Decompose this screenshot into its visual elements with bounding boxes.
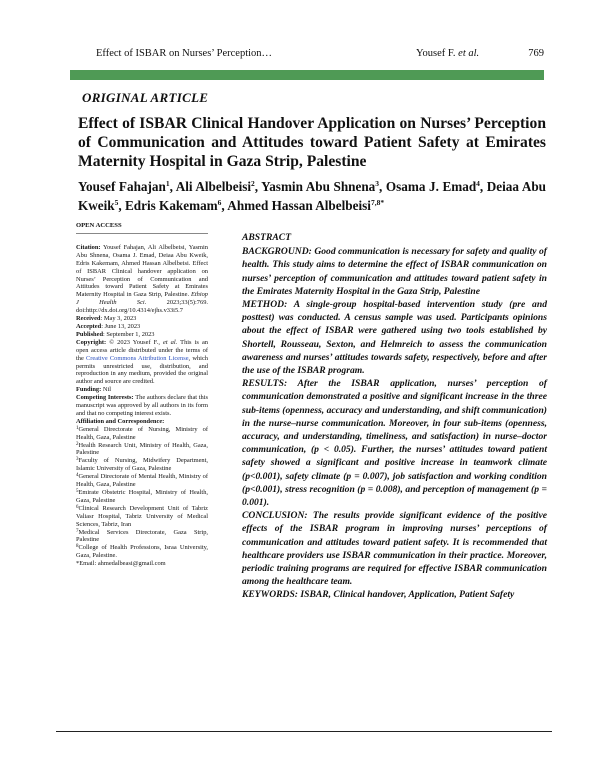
affiliation-number: 4 (76, 473, 79, 479)
affiliation-number: 7 (76, 528, 79, 534)
copyright-text-c: , which permits unrestricted use, distribution, and reproduction in any medium, provided the original author and source are credited. (76, 354, 208, 386)
affiliation-text: Clinical Research Development Unit of Tabriz Valiasr Hospital, Tabriz University of Medical Sciences, Tabriz, Iran (76, 504, 208, 528)
author-affiliation-mark: 6 (217, 197, 222, 207)
abstract-heading: ABSTRACT (242, 232, 292, 243)
running-title: Effect of ISBAR on Nurses’ Perception… (96, 48, 273, 59)
affiliation-text: General Directorate of Nursing, Ministry of Health, Gaza, Palestine (76, 425, 208, 441)
abstract-paragraph: RESULTS: After the ISBAR application, nurses’ perception of communication demonstrated a positive and significant increase in the three sub-items (openness, accuracy and understanding, and shift communication) in the nurse–nurse communication. Moreover, in four sub-items (openness, accuracy, and understanding, timeliness, and satisfaction) in nurse–doctor communication, (p < 0.05). Further, the nurses’ attitudes toward patient safety showed a significant and positive increase in teamwork climate (p<0.001), safety climate (p = 0.007), job satisfaction and working condition (p<0.001), stress recognition (p = 0.008), and perception of management (p = 0.001). (242, 378, 547, 509)
author-affiliation-mark: 2 (251, 179, 255, 188)
citation-doi[interactable]: 2023;33(5):769. doi:http://dx.doi.org/10.4314/ejhs.v33i5.7 (76, 299, 208, 315)
competing-value: The authors declare that this manuscript was approved by all authors in its form and that no competing interest exists. (76, 394, 208, 417)
affiliation-text: College of Health Professions, Israa University, Gaza, Palestine. (76, 544, 208, 560)
author-name: Ali Albelbeisi (175, 179, 252, 194)
header-accent-bar (70, 70, 544, 80)
running-author-etal: et al. (458, 48, 480, 59)
copyright (76, 339, 208, 386)
accepted-value: : June 13, 2023 (101, 322, 141, 330)
affiliation-number: 3 (76, 457, 79, 463)
funding-label: Funding: (76, 386, 102, 394)
accepted-label: Accepted (76, 322, 102, 330)
citation (76, 244, 208, 315)
published-date (76, 331, 208, 339)
accepted-date (76, 323, 208, 331)
running-author (416, 48, 479, 59)
copyright-etal: et al. (162, 338, 178, 346)
running-author-name: Yousef F. (416, 48, 456, 59)
affiliation-item (76, 529, 208, 545)
open-access-label: OPEN ACCESS (76, 222, 208, 234)
article-title: Effect of ISBAR Clinical Handover Application on Nurses’ Perception of Communication and Attitudes toward Patient Safety at Emirates Maternity Hospital in Gaza Strip, Palestine (78, 115, 546, 170)
author-affiliation-mark: 1 (165, 179, 170, 188)
author-name: Osama J. Emad (385, 179, 477, 194)
abstract-paragraph: BACKGROUND: Good communication is necessary for safety and quality of health. This study aims to determine the effect of ISBAR communication on nurses’ perception of communication and attitudes toward patient safety in the Emirates Maternity Hospital in the Gaza Strip, Palestine (242, 246, 547, 297)
abstract-body (242, 245, 547, 601)
author-name: Yousef Fahajan (78, 179, 166, 194)
author-name: Yasmin Abu Shnena (261, 179, 376, 194)
copyright-text-a: © 2023 Yousef F., (106, 338, 163, 346)
license-link[interactable]: Creative Commons Attribution License (86, 354, 189, 362)
article-type: ORIGINAL ARTICLE (82, 90, 209, 105)
affiliation-text: Medical Services Directorate, Gaza Strip, Palestine (76, 528, 208, 544)
running-header (96, 48, 544, 62)
funding-value: Nil (101, 386, 111, 394)
citation-label: Citation: (76, 243, 101, 251)
affiliation-text: Health Research Unit, Ministry of Health, Gaza, Palestine (76, 441, 208, 457)
affiliation-number: 8 (76, 544, 79, 550)
affiliation-number: 5 (76, 489, 79, 494)
affiliation-list (76, 426, 208, 560)
affiliation-item (76, 442, 208, 458)
author-name: Ahmed Hassan Albelbeisi (227, 197, 371, 213)
copyright-label: Copyright: (76, 338, 107, 346)
author-affiliation-mark: 3 (375, 179, 380, 188)
citation-text: Yousef Fahajan, Ali Albelbeisi, Yasmin Abu Shnena, Osama J. Emad, Deiaa Abu Kweik, Edris Kakemam, Ahmed Hassan Albelbeisi. Effect of ISBAR Clinical handover application on Nurses’ Perception of Communication and Attitudes toward Patient Safety at Emirates Maternity Hospital in Gaza Strip, Palestine. (76, 243, 208, 299)
abstract-paragraph: KEYWORDS: ISBAR, Clinical handover, Application, Patient Safety (242, 589, 515, 601)
author-name: Deiaa Abu Kweik (78, 179, 547, 213)
footer-rule (56, 731, 552, 732)
author-name: Edris Kakemam (124, 197, 218, 213)
abstract (242, 231, 547, 602)
affiliation-item (76, 505, 208, 529)
author-affiliation-mark: 4 (476, 179, 480, 188)
published-value: : September 1, 2023 (103, 330, 155, 338)
affiliation-heading: Affiliation and Correspondence: (76, 417, 165, 425)
affiliation-item (76, 489, 208, 505)
citation-journal: Ethiop J Health Sci. (76, 291, 208, 307)
page-number: 769 (528, 48, 544, 59)
affiliation-number: 6 (76, 504, 79, 510)
received-value: : May 3, 2023 (100, 315, 137, 323)
funding (76, 386, 208, 394)
affiliation-number: 1 (76, 425, 79, 431)
abstract-paragraph: CONCLUSION: The results provide significant evidence of the positive effects of the ISBAR program in improving nurses’ perceptions of communication and attitudes toward patient safety. It is recommended that healthcare providers use ISBAR communication in their practice. Moreover, periodic training programs are required for effective ISBAR communication among the healthcare team. (242, 510, 547, 588)
affiliation-item (76, 426, 208, 442)
published-label: Published (76, 330, 103, 338)
author-list: Yousef Fahajan$^1$, Ali Albelbeisi$^2$, Yasmin Abu Shnena$^3$, Osama J. Emad$^4$, Deiaa Abu Kweik$^5$, Edris Kakemam$^6$, Ahmed Hassan Albelbeisi$^{7,8*}$ (78, 179, 547, 213)
author-affiliation-mark: 7,8* (370, 197, 385, 207)
author-affiliation-mark: 5 (114, 197, 119, 207)
affiliation-text: Emirate Obstetric Hospital, Ministry of Health, Gaza, Palestine (76, 489, 208, 504)
article-info-sidebar (76, 222, 208, 568)
affiliation-text: Faculty of Nursing, Midwifery Department, Islamic University of Gaza, Palestine (76, 457, 208, 473)
affiliation-number: 2 (76, 441, 79, 447)
affiliation-item (76, 473, 208, 489)
affiliation-item (76, 457, 208, 473)
received-date (76, 315, 208, 323)
competing-interests (76, 394, 208, 418)
abstract-paragraph: METHOD: A single-group hospital-based intervention study (pre and posttest) was conducted. A census sample was used. Participants opinions about the effect of ISBAR were gathered using two tools established by Shortell, Rousseau, Sexton, and Helmreich to assess the communication awareness and nurses’ attitudes towards safety, respectively, before and after the use of the ISBAR program. (242, 299, 547, 377)
affiliation-text: General Directorate of Mental Health, Ministry of Health, Gaza, Palestine (76, 473, 208, 489)
correspondence-email[interactable]: *Email: ahmedalbeasi@gmail.com (76, 560, 166, 568)
copyright-text-b: This is an open access article distributed under the terms of the (76, 338, 208, 362)
competing-label: Competing Interests: (76, 394, 134, 402)
affiliation-item (76, 544, 208, 560)
received-label: Received (76, 315, 101, 323)
